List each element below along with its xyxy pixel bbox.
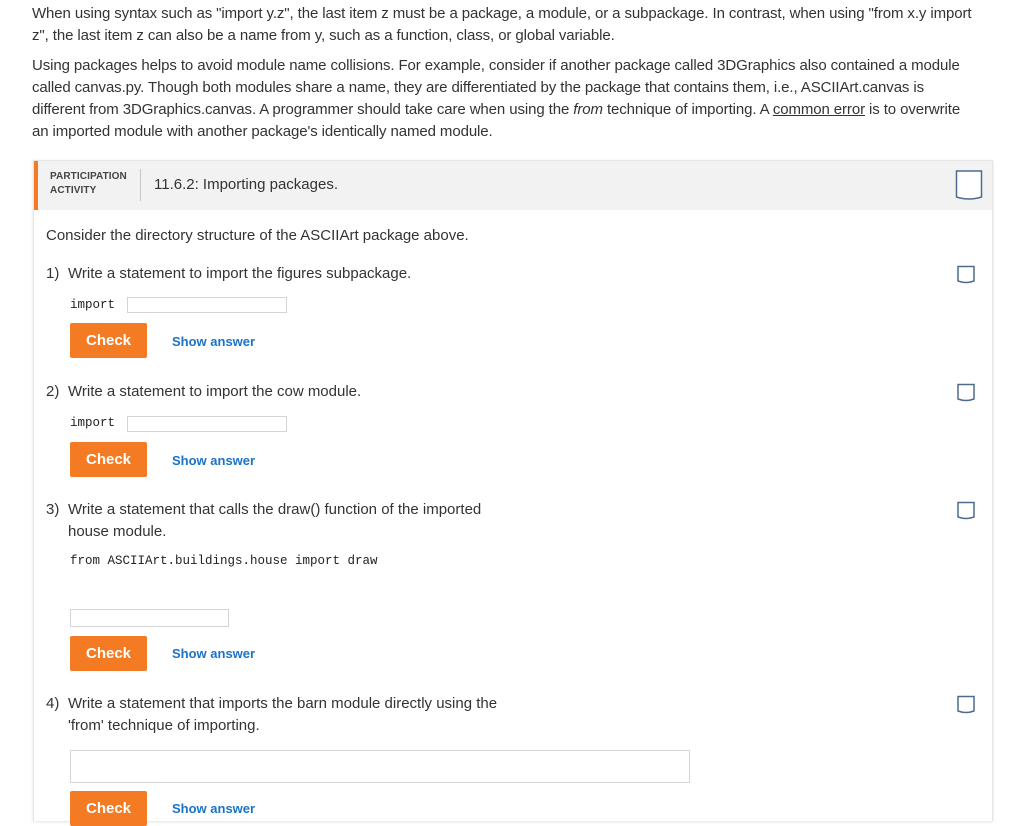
activity-kind-line: PARTICIPATION bbox=[50, 171, 127, 182]
activity-kind-line: ACTIVITY bbox=[50, 185, 97, 196]
question-2-prompt bbox=[46, 381, 361, 403]
question-4-answer-input[interactable] bbox=[70, 750, 690, 783]
question-text-continued: 'from' technique of importing. bbox=[68, 717, 260, 734]
question-1-completion-icon bbox=[957, 265, 975, 284]
question-text: Write a statement to import the cow module. bbox=[68, 383, 362, 400]
question-number: 1) bbox=[46, 265, 60, 282]
question-1-show-answer-button[interactable]: Show answer bbox=[172, 334, 256, 349]
question-3-show-answer-button[interactable]: Show answer bbox=[172, 646, 256, 661]
code-prefix: from ASCIIArt.buildings.house import draw bbox=[70, 554, 378, 568]
question-text: Write a statement that imports the barn module directly using the bbox=[68, 695, 498, 712]
question-4-prompt bbox=[46, 693, 497, 737]
code-prefix: import bbox=[70, 298, 116, 312]
question-text-continued: house module. bbox=[68, 523, 167, 540]
paragraph-text: Using packages helps to avoid module name collisions. For example, consider if another package called 3DGraphics also contained a module called canvas.py. Though both modules share a name, they are differentiated by the package that contains them, i.e., ASCIIArt.canvas is different from 3DGraphics.canvas. A programmer should take care when using the bbox=[32, 57, 960, 118]
question-number: 3) bbox=[46, 501, 60, 518]
code-prefix: import bbox=[70, 416, 116, 430]
question-3-completion-icon bbox=[957, 501, 975, 520]
question-2-completion-icon bbox=[957, 383, 975, 402]
paragraph-text: is to overwrite an imported module with another package's identically named module. bbox=[32, 101, 961, 140]
header-divider bbox=[140, 169, 141, 201]
question-1-check-button[interactable]: Check bbox=[70, 323, 147, 358]
question-4-completion-icon bbox=[957, 695, 975, 714]
activity-completion-icon bbox=[955, 168, 983, 201]
question-text: Write a statement to import the figures subpackage. bbox=[68, 265, 412, 282]
activity-title: 11.6.2: Importing packages. bbox=[154, 176, 338, 193]
question-2-show-answer-button[interactable]: Show answer bbox=[172, 453, 256, 468]
activity-header bbox=[34, 161, 992, 210]
question-2-check-button[interactable]: Check bbox=[70, 442, 147, 477]
question-3-prompt bbox=[46, 499, 481, 543]
question-3-check-button[interactable]: Check bbox=[70, 636, 147, 671]
question-4-check-button[interactable]: Check bbox=[70, 791, 147, 826]
question-3-answer-input[interactable] bbox=[70, 609, 229, 627]
common-error-link[interactable]: common error bbox=[772, 101, 865, 118]
question-1-answer-input[interactable] bbox=[127, 297, 287, 313]
question-number: 2) bbox=[46, 383, 60, 400]
paragraph-text: technique of importing. A bbox=[602, 101, 773, 118]
activity-intro: Consider the directory structure of the ASCIIArt package above. bbox=[46, 227, 469, 244]
emphasis-text: from bbox=[573, 101, 603, 118]
intro-paragraph-1: When using syntax such as "import y.z", the last item z must be a package, a module, or a subpackage. In contrast, when using "from x.y import z", the last item z can also be a name from y, such as a function, class, or global variable. bbox=[32, 5, 972, 44]
question-4-show-answer-button[interactable]: Show answer bbox=[172, 801, 256, 816]
question-text: Write a statement that calls the draw() function of the imported bbox=[68, 501, 482, 518]
question-1-prompt bbox=[46, 263, 411, 285]
question-number: 4) bbox=[46, 695, 60, 712]
question-2-answer-input[interactable] bbox=[127, 416, 287, 432]
intro-paragraph-2 bbox=[32, 55, 972, 143]
participation-activity bbox=[33, 160, 993, 821]
activity-kind-label bbox=[50, 170, 140, 198]
